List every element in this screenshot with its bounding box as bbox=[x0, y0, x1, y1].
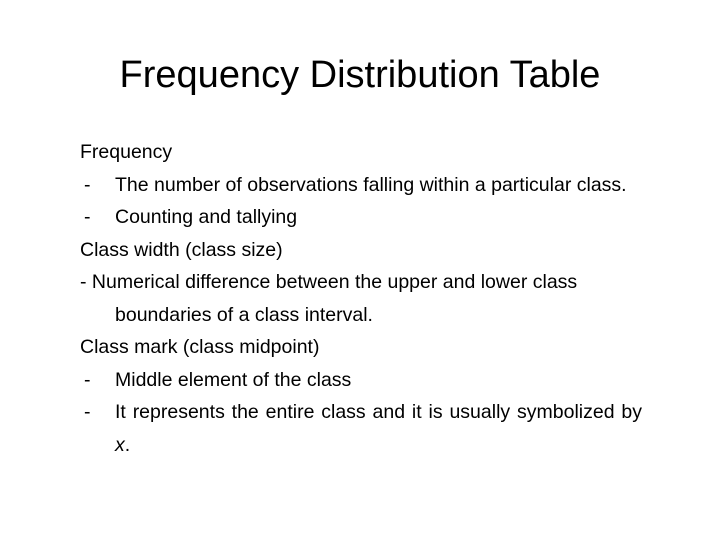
bullet-item bbox=[80, 266, 642, 331]
bullet-dash: - bbox=[84, 368, 91, 391]
bullet-text: Counting and tallying bbox=[115, 206, 298, 228]
bullet-dash: - bbox=[80, 271, 87, 293]
bullet-item bbox=[80, 364, 642, 397]
bullet-text-main: It represents the entire class and it is usually symbolized by bbox=[115, 401, 642, 423]
bullet-item bbox=[80, 396, 642, 461]
section-heading: Class width (class size) bbox=[80, 238, 283, 261]
bullet-text-suffix: . bbox=[124, 433, 131, 456]
slide-title: Frequency Distribution Table bbox=[119, 54, 601, 96]
bullet-dash: - bbox=[84, 206, 91, 228]
bullet-dash: - bbox=[84, 401, 91, 423]
bullet-text: Numerical difference between the upper and lower class boundaries of a class interval. bbox=[91, 271, 578, 326]
section-heading: Frequency bbox=[80, 141, 173, 163]
bullet-text: Middle element of the class bbox=[115, 368, 352, 391]
bullet-dash: - bbox=[84, 173, 91, 196]
bullet-text bbox=[115, 396, 642, 461]
bullet-item bbox=[80, 201, 642, 234]
variable-x: x bbox=[115, 433, 125, 456]
bullet-text: The number of observations falling within a particular class. bbox=[115, 173, 627, 196]
slide-body bbox=[80, 136, 642, 461]
section-heading: Class mark (class midpoint) bbox=[80, 336, 320, 358]
bullet-item bbox=[80, 169, 642, 202]
